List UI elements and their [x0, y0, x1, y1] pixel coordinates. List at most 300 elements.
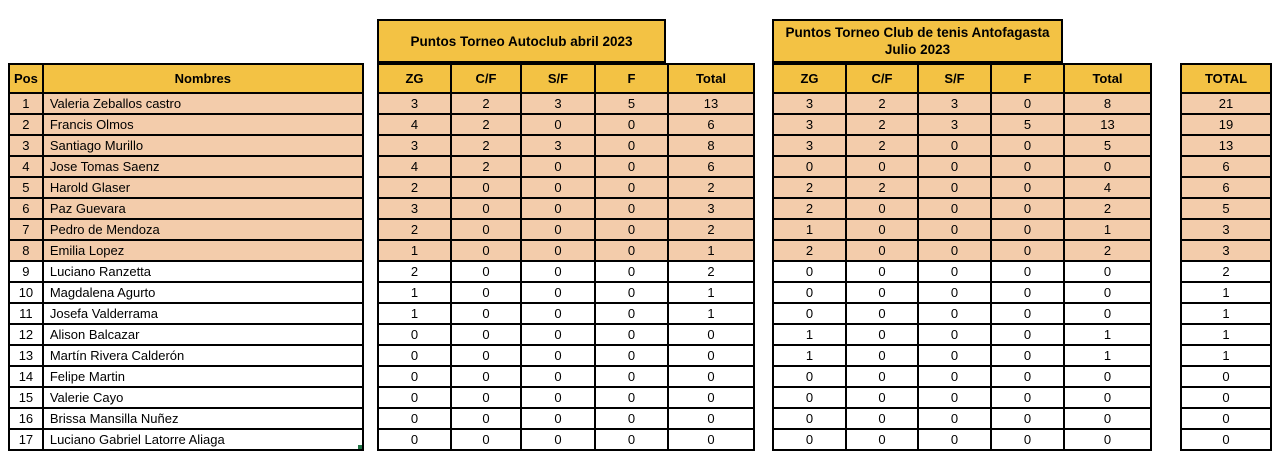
standings-body: [9, 93, 363, 450]
cell-t1-total[interactable]: 6: [668, 156, 754, 177]
cell-t2-total[interactable]: 2: [1064, 198, 1151, 219]
cell-t1-total[interactable]: 13: [668, 93, 754, 114]
table-row: [1181, 135, 1271, 156]
cell-t2-zg[interactable]: 3: [773, 93, 846, 114]
cell-t2-total[interactable]: 13: [1064, 114, 1151, 135]
cell-name[interactable]: Paz Guevara: [43, 198, 363, 219]
table-row: [378, 198, 754, 219]
cell-t1-total[interactable]: 0: [668, 366, 754, 387]
cell-grand-total[interactable]: 0: [1181, 366, 1271, 387]
cell-t1-total[interactable]: 0: [668, 387, 754, 408]
cell-t1-zg[interactable]: 4: [378, 114, 451, 135]
cell-name[interactable]: Pedro de Mendoza: [43, 219, 363, 240]
cell-t1-zg[interactable]: 1: [378, 240, 451, 261]
table-row: [9, 408, 363, 429]
cell-name[interactable]: Alison Balcazar: [43, 324, 363, 345]
cell-t2-cf[interactable]: 0: [846, 156, 918, 177]
cell-t1-sf[interactable]: 0: [521, 282, 595, 303]
table-row: [773, 408, 1151, 429]
table-row: [9, 135, 363, 156]
cell-t2-total[interactable]: 8: [1064, 93, 1151, 114]
cell-t2-f[interactable]: 0: [991, 429, 1064, 450]
table-row: [378, 135, 754, 156]
cell-t1-sf[interactable]: 0: [521, 177, 595, 198]
t2-header-f[interactable]: F: [991, 64, 1064, 93]
cell-t2-cf[interactable]: 0: [846, 429, 918, 450]
t1-header-zg[interactable]: ZG: [378, 64, 451, 93]
cell-grand-total[interactable]: 13: [1181, 135, 1271, 156]
t1-header-sf[interactable]: S/F: [521, 64, 595, 93]
cell-t2-f[interactable]: 0: [991, 303, 1064, 324]
cell-t1-sf[interactable]: 3: [521, 135, 595, 156]
grand-total-header-cell[interactable]: TOTAL: [1181, 64, 1271, 93]
cell-t2-cf[interactable]: 0: [846, 366, 918, 387]
table-row: [773, 114, 1151, 135]
cell-t1-zg[interactable]: 0: [378, 429, 451, 450]
cell-t1-total[interactable]: 2: [668, 261, 754, 282]
cell-name[interactable]: Emilia Lopez: [43, 240, 363, 261]
cell-t1-sf[interactable]: 0: [521, 345, 595, 366]
cell-t2-cf[interactable]: 2: [846, 135, 918, 156]
tournament1-title[interactable]: [377, 19, 666, 63]
table-row: [773, 282, 1151, 303]
table-row: [1181, 156, 1271, 177]
cell-t2-cf[interactable]: 0: [846, 303, 918, 324]
cell-t1-cf[interactable]: 2: [451, 93, 521, 114]
cell-t1-cf[interactable]: 0: [451, 261, 521, 282]
table-row: [1181, 198, 1271, 219]
table-row: [1181, 177, 1271, 198]
cell-grand-total[interactable]: 6: [1181, 156, 1271, 177]
cell-pos[interactable]: 10: [9, 282, 43, 303]
cell-t2-f[interactable]: 0: [991, 198, 1064, 219]
cell-t1-total[interactable]: 3: [668, 198, 754, 219]
cell-t1-total[interactable]: 0: [668, 345, 754, 366]
table-row: [773, 135, 1151, 156]
cell-name[interactable]: Francis Olmos: [43, 114, 363, 135]
t2-header-total[interactable]: Total: [1064, 64, 1151, 93]
cell-grand-total[interactable]: 2: [1181, 261, 1271, 282]
cell-t1-total[interactable]: 6: [668, 114, 754, 135]
cell-t2-sf[interactable]: 0: [918, 240, 991, 261]
cell-t2-zg[interactable]: 2: [773, 177, 846, 198]
cell-t1-cf[interactable]: 0: [451, 282, 521, 303]
cell-t2-zg[interactable]: 2: [773, 198, 846, 219]
cell-t1-sf[interactable]: 3: [521, 93, 595, 114]
cell-t2-zg[interactable]: 0: [773, 261, 846, 282]
table-row: [773, 345, 1151, 366]
cell-t1-sf[interactable]: 0: [521, 219, 595, 240]
cell-t1-cf[interactable]: 0: [451, 324, 521, 345]
tournament1-header-row: [378, 64, 754, 93]
cell-t1-zg[interactable]: 0: [378, 387, 451, 408]
cell-t1-cf[interactable]: 2: [451, 156, 521, 177]
cell-t1-zg[interactable]: 4: [378, 156, 451, 177]
tournament2-points-table: [772, 63, 1152, 451]
cell-t1-zg[interactable]: 2: [378, 219, 451, 240]
cell-t1-cf[interactable]: 0: [451, 429, 521, 450]
cell-t2-f[interactable]: 0: [991, 261, 1064, 282]
cell-grand-total[interactable]: 21: [1181, 93, 1271, 114]
cell-t2-sf[interactable]: 0: [918, 198, 991, 219]
cell-t1-sf[interactable]: 0: [521, 261, 595, 282]
cell-t1-cf[interactable]: 0: [451, 219, 521, 240]
cell-t1-zg[interactable]: 3: [378, 93, 451, 114]
cell-pos[interactable]: 4: [9, 156, 43, 177]
cell-t2-f[interactable]: 0: [991, 219, 1064, 240]
cell-t2-f[interactable]: 0: [991, 135, 1064, 156]
cell-t1-cf[interactable]: 0: [451, 366, 521, 387]
cell-t2-total[interactable]: 1: [1064, 345, 1151, 366]
table-row: [378, 429, 754, 450]
cell-t2-cf[interactable]: 0: [846, 198, 918, 219]
table-row: [1181, 114, 1271, 135]
table-row: [9, 93, 363, 114]
tournament1-body: [378, 93, 754, 450]
cell-pos[interactable]: 8: [9, 240, 43, 261]
cell-pos[interactable]: 1: [9, 93, 43, 114]
cell-pos[interactable]: 13: [9, 345, 43, 366]
cell-t1-cf[interactable]: 2: [451, 135, 521, 156]
grand-total-body: [1181, 93, 1271, 450]
cell-pos[interactable]: 16: [9, 408, 43, 429]
tournament2-title[interactable]: [772, 19, 1063, 63]
table-row: [1181, 282, 1271, 303]
cell-t1-zg[interactable]: 0: [378, 408, 451, 429]
cell-t1-zg[interactable]: 3: [378, 198, 451, 219]
cell-t2-sf[interactable]: 0: [918, 429, 991, 450]
cell-t2-zg[interactable]: 0: [773, 366, 846, 387]
cell-t1-sf[interactable]: 0: [521, 408, 595, 429]
cell-t2-f[interactable]: 0: [991, 366, 1064, 387]
cell-t1-total[interactable]: 0: [668, 429, 754, 450]
cell-grand-total[interactable]: 1: [1181, 282, 1271, 303]
cell-t1-total[interactable]: 0: [668, 324, 754, 345]
cell-t1-sf[interactable]: 0: [521, 240, 595, 261]
cell-t2-zg[interactable]: 0: [773, 303, 846, 324]
cell-t1-f[interactable]: 0: [595, 219, 668, 240]
cell-t1-sf[interactable]: 0: [521, 156, 595, 177]
table-row: [378, 282, 754, 303]
cell-t2-sf[interactable]: 0: [918, 366, 991, 387]
cell-t1-sf[interactable]: 0: [521, 429, 595, 450]
tournament2-title-line2: Julio 2023: [884, 42, 951, 57]
cell-pos[interactable]: 17: [9, 429, 43, 450]
cell-t2-sf[interactable]: 0: [918, 345, 991, 366]
cell-name[interactable]: Martín Rivera Calderón: [43, 345, 363, 366]
cell-grand-total[interactable]: 1: [1181, 303, 1271, 324]
cell-name[interactable]: Harold Glaser: [43, 177, 363, 198]
cell-grand-total[interactable]: 3: [1181, 240, 1271, 261]
cell-t1-f[interactable]: 0: [595, 261, 668, 282]
table-row: [1181, 408, 1271, 429]
table-row: [378, 240, 754, 261]
cell-t2-cf[interactable]: 0: [846, 240, 918, 261]
cell-t2-cf[interactable]: 0: [846, 408, 918, 429]
table-row: [1181, 387, 1271, 408]
cell-t1-f[interactable]: 0: [595, 345, 668, 366]
cell-t1-sf[interactable]: 0: [521, 387, 595, 408]
cell-grand-total[interactable]: 0: [1181, 408, 1271, 429]
cell-t1-sf[interactable]: 0: [521, 114, 595, 135]
cell-t1-sf[interactable]: 0: [521, 303, 595, 324]
cell-name[interactable]: Jose Tomas Saenz: [43, 156, 363, 177]
cell-t1-total[interactable]: 2: [668, 219, 754, 240]
standings-table: [8, 63, 364, 451]
cell-t1-cf[interactable]: 0: [451, 240, 521, 261]
cell-pos[interactable]: 3: [9, 135, 43, 156]
cell-grand-total[interactable]: 6: [1181, 177, 1271, 198]
cell-t1-zg[interactable]: 1: [378, 282, 451, 303]
cell-t2-cf[interactable]: 2: [846, 114, 918, 135]
cell-t1-f[interactable]: 0: [595, 408, 668, 429]
cell-t2-f[interactable]: 0: [991, 345, 1064, 366]
cell-pos[interactable]: 6: [9, 198, 43, 219]
cell-t1-cf[interactable]: 0: [451, 198, 521, 219]
cell-pos[interactable]: 5: [9, 177, 43, 198]
cell-t2-zg[interactable]: 3: [773, 114, 846, 135]
cell-t2-total[interactable]: 1: [1064, 324, 1151, 345]
cell-name[interactable]: Luciano Gabriel Latorre Aliaga: [43, 429, 363, 450]
cell-t1-cf[interactable]: 0: [451, 303, 521, 324]
cell-pos[interactable]: 15: [9, 387, 43, 408]
cell-t2-total[interactable]: 0: [1064, 261, 1151, 282]
table-row: [378, 408, 754, 429]
table-row: [1181, 219, 1271, 240]
table-row: [378, 387, 754, 408]
table-row: [773, 219, 1151, 240]
cell-t1-sf[interactable]: 0: [521, 324, 595, 345]
cell-t2-total[interactable]: 0: [1064, 408, 1151, 429]
cell-t2-sf[interactable]: 3: [918, 114, 991, 135]
cell-t2-total[interactable]: 0: [1064, 429, 1151, 450]
cell-t2-sf[interactable]: 0: [918, 282, 991, 303]
table-row: [773, 177, 1151, 198]
t1-header-total[interactable]: Total: [668, 64, 754, 93]
cell-name[interactable]: Valerie Cayo: [43, 387, 363, 408]
cell-t2-total[interactable]: 0: [1064, 156, 1151, 177]
table-row: [9, 261, 363, 282]
table-row: [1181, 429, 1271, 450]
table-row: [378, 345, 754, 366]
table-row: [1181, 93, 1271, 114]
cell-t1-f[interactable]: 0: [595, 156, 668, 177]
cell-name[interactable]: Magdalena Agurto: [43, 282, 363, 303]
cell-grand-total[interactable]: 0: [1181, 387, 1271, 408]
cell-name[interactable]: Luciano Ranzetta: [43, 261, 363, 282]
cell-t2-total[interactable]: 5: [1064, 135, 1151, 156]
cell-t2-cf[interactable]: 0: [846, 324, 918, 345]
cell-t1-f[interactable]: 0: [595, 114, 668, 135]
cell-t2-zg[interactable]: 0: [773, 282, 846, 303]
t1-header-f[interactable]: F: [595, 64, 668, 93]
cell-t2-sf[interactable]: 0: [918, 135, 991, 156]
cell-t2-zg[interactable]: 0: [773, 156, 846, 177]
table-row: [378, 156, 754, 177]
cell-pos[interactable]: 12: [9, 324, 43, 345]
cell-t2-sf[interactable]: 0: [918, 177, 991, 198]
table-row: [378, 261, 754, 282]
cell-name[interactable]: Felipe Martin: [43, 366, 363, 387]
cell-t2-f[interactable]: 0: [991, 282, 1064, 303]
cell-t2-total[interactable]: 4: [1064, 177, 1151, 198]
cell-t2-zg[interactable]: 2: [773, 240, 846, 261]
pos-header-cell[interactable]: Pos: [9, 64, 43, 93]
fill-handle[interactable]: [357, 444, 363, 450]
table-row: [773, 429, 1151, 450]
tournament2-body: [773, 93, 1151, 450]
tournament1-points-table: [377, 63, 755, 451]
cell-grand-total[interactable]: 19: [1181, 114, 1271, 135]
cell-t2-f[interactable]: 5: [991, 114, 1064, 135]
tournament2-title-line1: Puntos Torneo Club de tenis Antofagasta: [785, 25, 1050, 40]
table-row: [9, 429, 363, 450]
cell-t1-cf[interactable]: 0: [451, 345, 521, 366]
table-row: [9, 324, 363, 345]
cell-t2-cf[interactable]: 0: [846, 219, 918, 240]
t2-header-cf[interactable]: C/F: [846, 64, 918, 93]
cell-t2-zg[interactable]: 0: [773, 408, 846, 429]
cell-t2-sf[interactable]: 0: [918, 219, 991, 240]
cell-t2-f[interactable]: 0: [991, 177, 1064, 198]
cell-t2-cf[interactable]: 0: [846, 261, 918, 282]
cell-t2-total[interactable]: 1: [1064, 219, 1151, 240]
cell-t1-cf[interactable]: 0: [451, 408, 521, 429]
cell-t2-sf[interactable]: 0: [918, 387, 991, 408]
cell-t2-cf[interactable]: 0: [846, 387, 918, 408]
cell-t2-cf[interactable]: 0: [846, 282, 918, 303]
cell-t2-cf[interactable]: 2: [846, 177, 918, 198]
cell-t2-sf[interactable]: 3: [918, 93, 991, 114]
names-header-cell[interactable]: Nombres: [43, 64, 363, 93]
cell-t1-f[interactable]: 0: [595, 135, 668, 156]
cell-t2-sf[interactable]: 0: [918, 156, 991, 177]
cell-t1-zg[interactable]: 2: [378, 261, 451, 282]
table-row: [773, 156, 1151, 177]
cell-t2-total[interactable]: 0: [1064, 366, 1151, 387]
cell-grand-total[interactable]: 0: [1181, 429, 1271, 450]
cell-t1-zg[interactable]: 2: [378, 177, 451, 198]
cell-t1-cf[interactable]: 0: [451, 177, 521, 198]
table-row: [9, 240, 363, 261]
cell-t1-f[interactable]: 0: [595, 303, 668, 324]
cell-t1-total[interactable]: 1: [668, 240, 754, 261]
cell-t1-total[interactable]: 1: [668, 303, 754, 324]
active-cell-selection: [43, 429, 363, 450]
cell-t1-total[interactable]: 1: [668, 282, 754, 303]
cell-t2-f[interactable]: 0: [991, 93, 1064, 114]
cell-t2-f[interactable]: 0: [991, 324, 1064, 345]
cell-t1-f[interactable]: 0: [595, 429, 668, 450]
cell-t2-zg[interactable]: 1: [773, 345, 846, 366]
t2-header-sf[interactable]: S/F: [918, 64, 991, 93]
cell-t1-total[interactable]: 8: [668, 135, 754, 156]
table-row: [9, 177, 363, 198]
cell-t2-cf[interactable]: 2: [846, 93, 918, 114]
table-row: [773, 240, 1151, 261]
t2-header-zg[interactable]: ZG: [773, 64, 846, 93]
table-row: [773, 93, 1151, 114]
cell-t2-total[interactable]: 0: [1064, 387, 1151, 408]
cell-t1-zg[interactable]: 0: [378, 324, 451, 345]
cell-pos[interactable]: 2: [9, 114, 43, 135]
cell-grand-total[interactable]: 1: [1181, 345, 1271, 366]
cell-t2-zg[interactable]: 3: [773, 135, 846, 156]
cell-t1-f[interactable]: 0: [595, 387, 668, 408]
cell-t2-sf[interactable]: 0: [918, 408, 991, 429]
cell-t2-sf[interactable]: 0: [918, 303, 991, 324]
cell-t2-f[interactable]: 0: [991, 156, 1064, 177]
cell-grand-total[interactable]: 5: [1181, 198, 1271, 219]
cell-name[interactable]: Brissa Mansilla Nuñez: [43, 408, 363, 429]
cell-t2-zg[interactable]: 1: [773, 324, 846, 345]
cell-grand-total[interactable]: 1: [1181, 324, 1271, 345]
cell-t1-f[interactable]: 0: [595, 366, 668, 387]
table-row: [773, 387, 1151, 408]
cell-t1-zg[interactable]: 0: [378, 366, 451, 387]
cell-t1-f[interactable]: 0: [595, 177, 668, 198]
cell-t1-zg[interactable]: 1: [378, 303, 451, 324]
cell-t1-sf[interactable]: 0: [521, 198, 595, 219]
cell-t1-f[interactable]: 0: [595, 240, 668, 261]
table-row: [773, 261, 1151, 282]
cell-t1-cf[interactable]: 2: [451, 114, 521, 135]
cell-pos[interactable]: 9: [9, 261, 43, 282]
cell-t2-total[interactable]: 2: [1064, 240, 1151, 261]
cell-t2-f[interactable]: 0: [991, 387, 1064, 408]
cell-t1-f[interactable]: 0: [595, 282, 668, 303]
cell-t2-zg[interactable]: 0: [773, 429, 846, 450]
table-row: [773, 198, 1151, 219]
table-row: [378, 219, 754, 240]
cell-t1-sf[interactable]: 0: [521, 366, 595, 387]
table-row: [1181, 324, 1271, 345]
standings-header-row: [9, 64, 363, 93]
cell-t2-sf[interactable]: 0: [918, 324, 991, 345]
table-row: [9, 345, 363, 366]
cell-t1-f[interactable]: 0: [595, 324, 668, 345]
cell-grand-total[interactable]: 3: [1181, 219, 1271, 240]
cell-pos[interactable]: 7: [9, 219, 43, 240]
tournament2-header-row: [773, 64, 1151, 93]
cell-t1-total[interactable]: 0: [668, 408, 754, 429]
cell-t2-total[interactable]: 0: [1064, 282, 1151, 303]
table-row: [378, 324, 754, 345]
table-row: [1181, 261, 1271, 282]
cell-t2-zg[interactable]: 1: [773, 219, 846, 240]
cell-name[interactable]: Santiago Murillo: [43, 135, 363, 156]
cell-t1-zg[interactable]: 0: [378, 345, 451, 366]
cell-t2-cf[interactable]: 0: [846, 345, 918, 366]
cell-pos[interactable]: 14: [9, 366, 43, 387]
cell-t1-f[interactable]: 0: [595, 198, 668, 219]
cell-t2-zg[interactable]: 0: [773, 387, 846, 408]
cell-t2-sf[interactable]: 0: [918, 261, 991, 282]
cell-t1-f[interactable]: 5: [595, 93, 668, 114]
cell-pos[interactable]: 11: [9, 303, 43, 324]
t1-header-cf[interactable]: C/F: [451, 64, 521, 93]
cell-t2-total[interactable]: 0: [1064, 303, 1151, 324]
cell-t2-f[interactable]: 0: [991, 240, 1064, 261]
cell-name[interactable]: Valeria Zeballos castro: [43, 93, 363, 114]
cell-name[interactable]: Josefa Valderrama: [43, 303, 363, 324]
cell-t1-zg[interactable]: 3: [378, 135, 451, 156]
cell-t2-f[interactable]: 0: [991, 408, 1064, 429]
cell-t1-total[interactable]: 2: [668, 177, 754, 198]
table-row: [1181, 303, 1271, 324]
cell-t1-cf[interactable]: 0: [451, 387, 521, 408]
table-row: [378, 366, 754, 387]
